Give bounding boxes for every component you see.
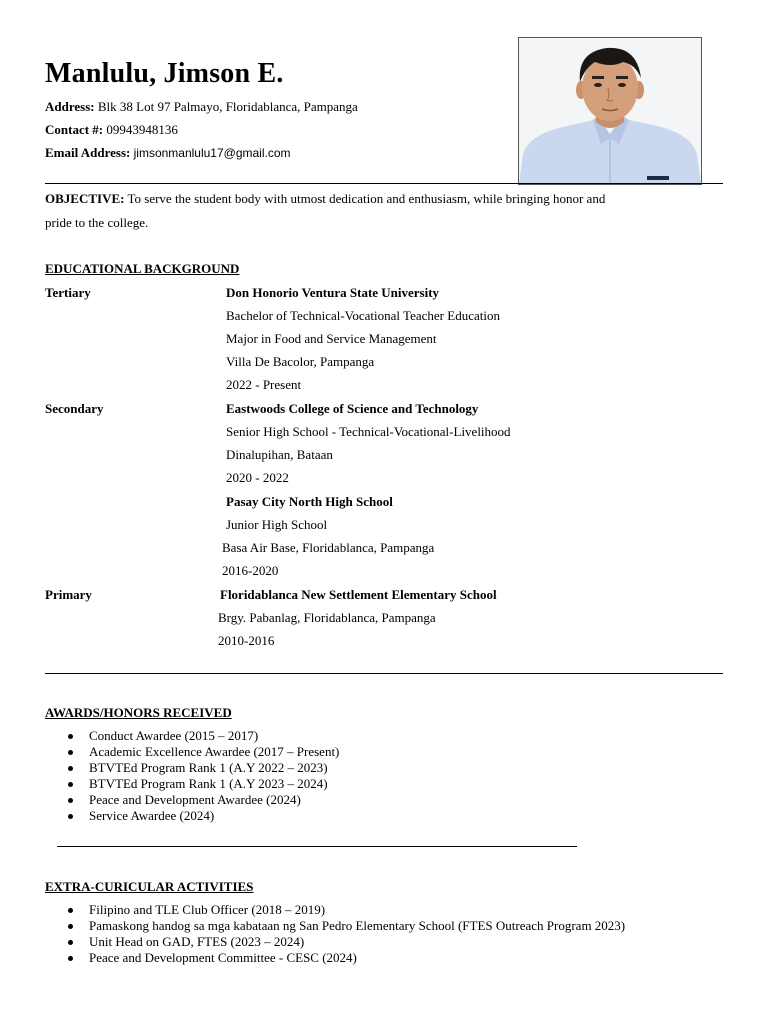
award-text: BTVTEd Program Rank 1 (A.Y 2023 – 2024) (89, 776, 328, 791)
bullet-icon (68, 798, 73, 803)
award-item (45, 728, 339, 744)
activities-heading: EXTRA-CURICULAR ACTIVITIES (45, 879, 254, 894)
contact-line (45, 122, 178, 138)
bullet-icon (68, 940, 73, 945)
address-line (45, 99, 358, 115)
activity-item (45, 950, 625, 966)
bullet-icon (68, 956, 73, 961)
award-text: Conduct Awardee (2015 – 2017) (89, 728, 259, 743)
bullet-icon (68, 750, 73, 755)
award-item (45, 776, 339, 792)
tertiary-degree: Bachelor of Technical-Vocational Teacher Education (226, 308, 500, 323)
secondary-junior-level: Junior High School (226, 517, 328, 532)
bullet-icon (68, 908, 73, 913)
secondary-junior-years: 2016-2020 (222, 563, 279, 578)
email-value: jimsonmanlulu17@gmail.com (133, 146, 291, 160)
profile-photo (518, 37, 702, 185)
award-item (45, 744, 339, 760)
tertiary-years: 2022 - Present (226, 377, 302, 392)
tertiary-label: Tertiary (45, 285, 91, 300)
objective-text-1: To serve the student body with utmost dedication and enthusiasm, while bringing honor and (127, 191, 606, 206)
secondary-junior-location: Basa Air Base, Floridablanca, Pampanga (222, 540, 435, 555)
secondary-school-junior: Pasay City North High School (226, 494, 393, 509)
address-label: Address: (45, 99, 95, 114)
tertiary-school: Don Honorio Ventura State University (226, 285, 440, 300)
education-heading: EDUCATIONAL BACKGROUND (45, 261, 240, 276)
divider-education (45, 673, 723, 674)
secondary-school-senior: Eastwoods College of Science and Technology (226, 401, 479, 416)
address-value: Blk 38 Lot 97 Palmayo, Floridablanca, Pampanga (97, 99, 358, 114)
awards-heading: AWARDS/HONORS RECEIVED (45, 705, 232, 720)
bullet-icon (68, 924, 73, 929)
secondary-senior-location: Dinalupihan, Bataan (226, 447, 333, 462)
activity-text: Filipino and TLE Club Officer (2018 – 2019) (89, 902, 326, 917)
activity-text: Unit Head on GAD, FTES (2023 – 2024) (89, 934, 305, 949)
divider-header (45, 183, 723, 184)
award-item (45, 792, 339, 808)
activity-item (45, 918, 625, 934)
secondary-senior-years: 2020 - 2022 (226, 470, 289, 485)
award-text: Peace and Development Awardee (2024) (89, 792, 301, 807)
objective-text-2: pride to the college. (45, 215, 149, 230)
tertiary-major: Major in Food and Service Management (226, 331, 437, 346)
activity-item (45, 934, 625, 950)
award-text: Service Awardee (2024) (89, 808, 215, 823)
secondary-senior-strand: Senior High School - Technical-Vocational-Livelihood (226, 424, 511, 439)
bullet-icon (68, 734, 73, 739)
tertiary-location: Villa De Bacolor, Pampanga (226, 354, 375, 369)
activities-list (45, 902, 625, 966)
activity-text: Peace and Development Committee - CESC (2024) (89, 950, 357, 965)
applicant-name: Manlulu, Jimson E. (45, 58, 284, 89)
primary-years: 2010-2016 (218, 633, 275, 648)
bullet-icon (68, 782, 73, 787)
primary-school: Floridablanca New Settlement Elementary School (220, 587, 497, 602)
award-item (45, 808, 339, 824)
activity-text: Pamaskong handog sa mga kabataan ng San Pedro Elementary School (FTES Outreach Program 2023) (89, 918, 626, 933)
profile-photo-image (519, 38, 701, 184)
primary-location: Brgy. Pabanlag, Floridablanca, Pampanga (218, 610, 436, 625)
activity-item (45, 902, 625, 918)
bullet-icon (68, 814, 73, 819)
secondary-label: Secondary (45, 401, 104, 416)
email-label: Email Address: (45, 145, 131, 160)
primary-label: Primary (45, 587, 92, 602)
objective-label: OBJECTIVE: (45, 191, 125, 206)
bullet-icon (68, 766, 73, 771)
email-line (45, 145, 291, 161)
contact-label: Contact #: (45, 122, 104, 137)
award-item (45, 760, 339, 776)
contact-value: 09943948136 (106, 122, 178, 137)
divider-awards (57, 846, 577, 847)
award-text: BTVTEd Program Rank 1 (A.Y 2022 – 2023) (89, 760, 328, 775)
objective-line-1 (45, 191, 605, 207)
award-text: Academic Excellence Awardee (2017 – Present) (89, 744, 340, 759)
awards-list (45, 728, 339, 824)
